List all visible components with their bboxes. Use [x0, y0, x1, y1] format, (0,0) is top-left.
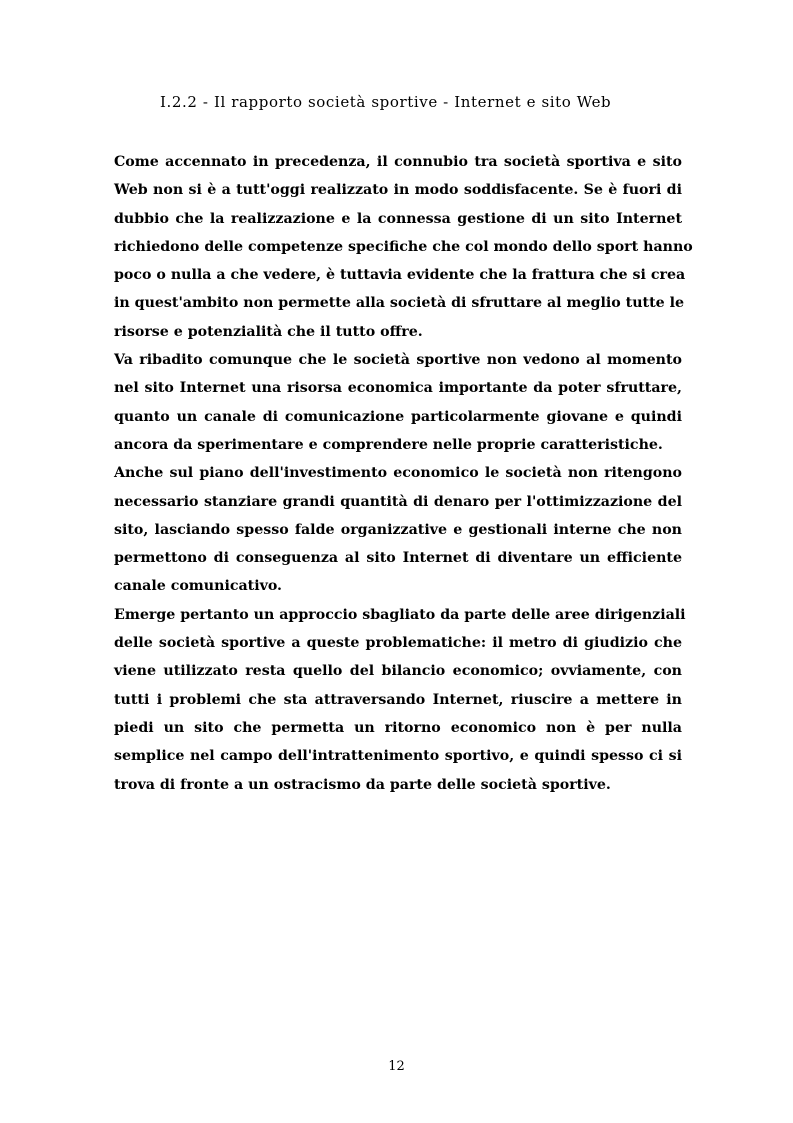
text-line: Web non si è a tutt'oggi realizzato in modo soddisfacente. Se è fuori di — [114, 182, 682, 199]
text-line: richiedono delle competenze specifiche che col mondo dello sport hanno — [114, 238, 693, 255]
paragraph-1 — [114, 148, 693, 346]
text-line: ancora da sperimentare e comprendere nelle proprie caratteristiche. — [114, 436, 663, 453]
text-line: Emerge pertanto un approccio sbagliato da parte delle aree dirigenziali — [114, 606, 686, 623]
text-line: canale comunicativo. — [114, 578, 282, 595]
text-line: necessario stanziare grandi quantità di denaro per l'ottimizzazione del — [114, 493, 682, 510]
text-line: viene utilizzato resta quello del bilancio economico; ovviamente, con — [114, 663, 682, 680]
paragraph-2 — [114, 346, 682, 459]
text-line: Va ribadito comunque che le società sportive non vedono al momento — [114, 352, 682, 369]
text-line: sito, lasciando spesso falde organizzative e gestionali interne che non — [114, 521, 682, 538]
text-line: Anche sul piano dell'investimento economico le società non ritengono — [114, 465, 682, 482]
body-text — [114, 148, 693, 799]
text-line: nel sito Internet una risorsa economica importante da poter sfruttare, — [114, 380, 682, 397]
text-line: permettono di conseguenza al sito Internet di diventare un efficiente — [114, 550, 682, 567]
text-line: delle società sportive a queste problematiche: il metro di giudizio che — [114, 635, 682, 652]
paragraph-4 — [114, 601, 686, 799]
text-line: trova di fronte a un ostracismo da parte delle società sportive. — [114, 776, 611, 793]
text-line: Come accennato in precedenza, il connubio tra società sportiva e sito — [114, 154, 682, 170]
text-line: poco o nulla a che vedere, è tuttavia evidente che la frattura che si crea — [114, 267, 686, 284]
text-line: quanto un canale di comunicazione particolarmente giovane e quindi — [114, 408, 682, 425]
text-line: dubbio che la realizzazione e la connessa gestione di un sito Internet — [114, 210, 682, 227]
text-line: in quest'ambito non permette alla società di sfruttare al meglio tutte le — [114, 295, 685, 312]
text-line: risorse e potenzialità che il tutto offre. — [114, 323, 423, 340]
text-line: piedi un sito che permetta un ritorno economico non è per nulla — [114, 719, 682, 736]
paragraph-3 — [114, 459, 682, 600]
text-line: semplice nel campo dell'intrattenimento sportivo, e quindi spesso ci si — [114, 748, 682, 765]
text-line: tutti i problemi che sta attraversando Internet, riuscire a mettere in — [114, 691, 682, 708]
page-number: 12 — [388, 1059, 405, 1074]
section-title: I.2.2 - Il rapporto società sportive - Internet e sito Web — [160, 93, 612, 111]
